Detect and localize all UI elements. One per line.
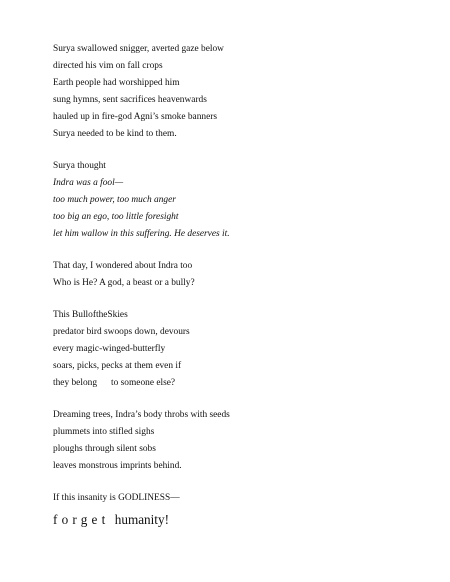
poem-line: Surya needed to be kind to them.: [53, 129, 177, 140]
poem-line-with-gap: [53, 375, 413, 392]
poem-line: every magic-winged-butterfly: [53, 343, 166, 354]
closing-line: If this insanity is GODLINESS—: [53, 492, 180, 503]
poem-line: This BulloftheSkies: [53, 309, 128, 320]
poem-line-part: to someone else?: [111, 378, 176, 389]
poem-line: leaves monstrous imprints behind.: [53, 460, 182, 471]
stanza-1: [53, 41, 413, 144]
stanza-3: [53, 258, 413, 292]
poem-line: Surya thought: [53, 161, 106, 172]
poem-line-italic: too big an ego, too little foresight: [53, 212, 179, 223]
poem-line: Surya swallowed snigger, averted gaze below: [53, 44, 224, 54]
poem-line: directed his vim on fall crops: [53, 61, 163, 72]
poem-line: That day, I wondered about Indra too: [53, 261, 193, 272]
poem-line: sung hymns, sent sacrifices heavenwards: [53, 95, 207, 106]
poem-line: Earth people had worshipped him: [53, 78, 180, 89]
poem-line-italic: Indra was a fool—: [53, 178, 124, 189]
poem-line: hauled up in fire-god Agni’s smoke banners: [53, 112, 218, 123]
closing-word: humanity!: [114, 511, 169, 527]
poem-line: Who is He? A god, a beast or a bully?: [53, 278, 195, 289]
poem-line-italic: let him wallow in this suffering. He deserves it.: [53, 229, 230, 240]
poem-line: soars, picks, pecks at them even if: [53, 361, 182, 371]
spaced-word: forget: [53, 511, 110, 527]
stanza-5: [53, 407, 413, 475]
poem-line-part: they belong: [53, 378, 98, 389]
closing-stanza: [53, 490, 413, 530]
poem-line: ploughs through silent sobs: [53, 443, 156, 454]
stanza-4: [53, 307, 413, 392]
poem-line: predator bird swoops down, devours: [53, 326, 190, 337]
poem-line: Dreaming trees, Indra’s body throbs with seeds: [53, 409, 230, 420]
stanza-2: [53, 158, 413, 243]
closing-emphasis-line: [53, 510, 413, 530]
poem-body: [53, 41, 413, 544]
poem-line-italic: too much power, too much anger: [53, 195, 176, 206]
poem-line: plummets into stifled sighs: [53, 426, 155, 437]
